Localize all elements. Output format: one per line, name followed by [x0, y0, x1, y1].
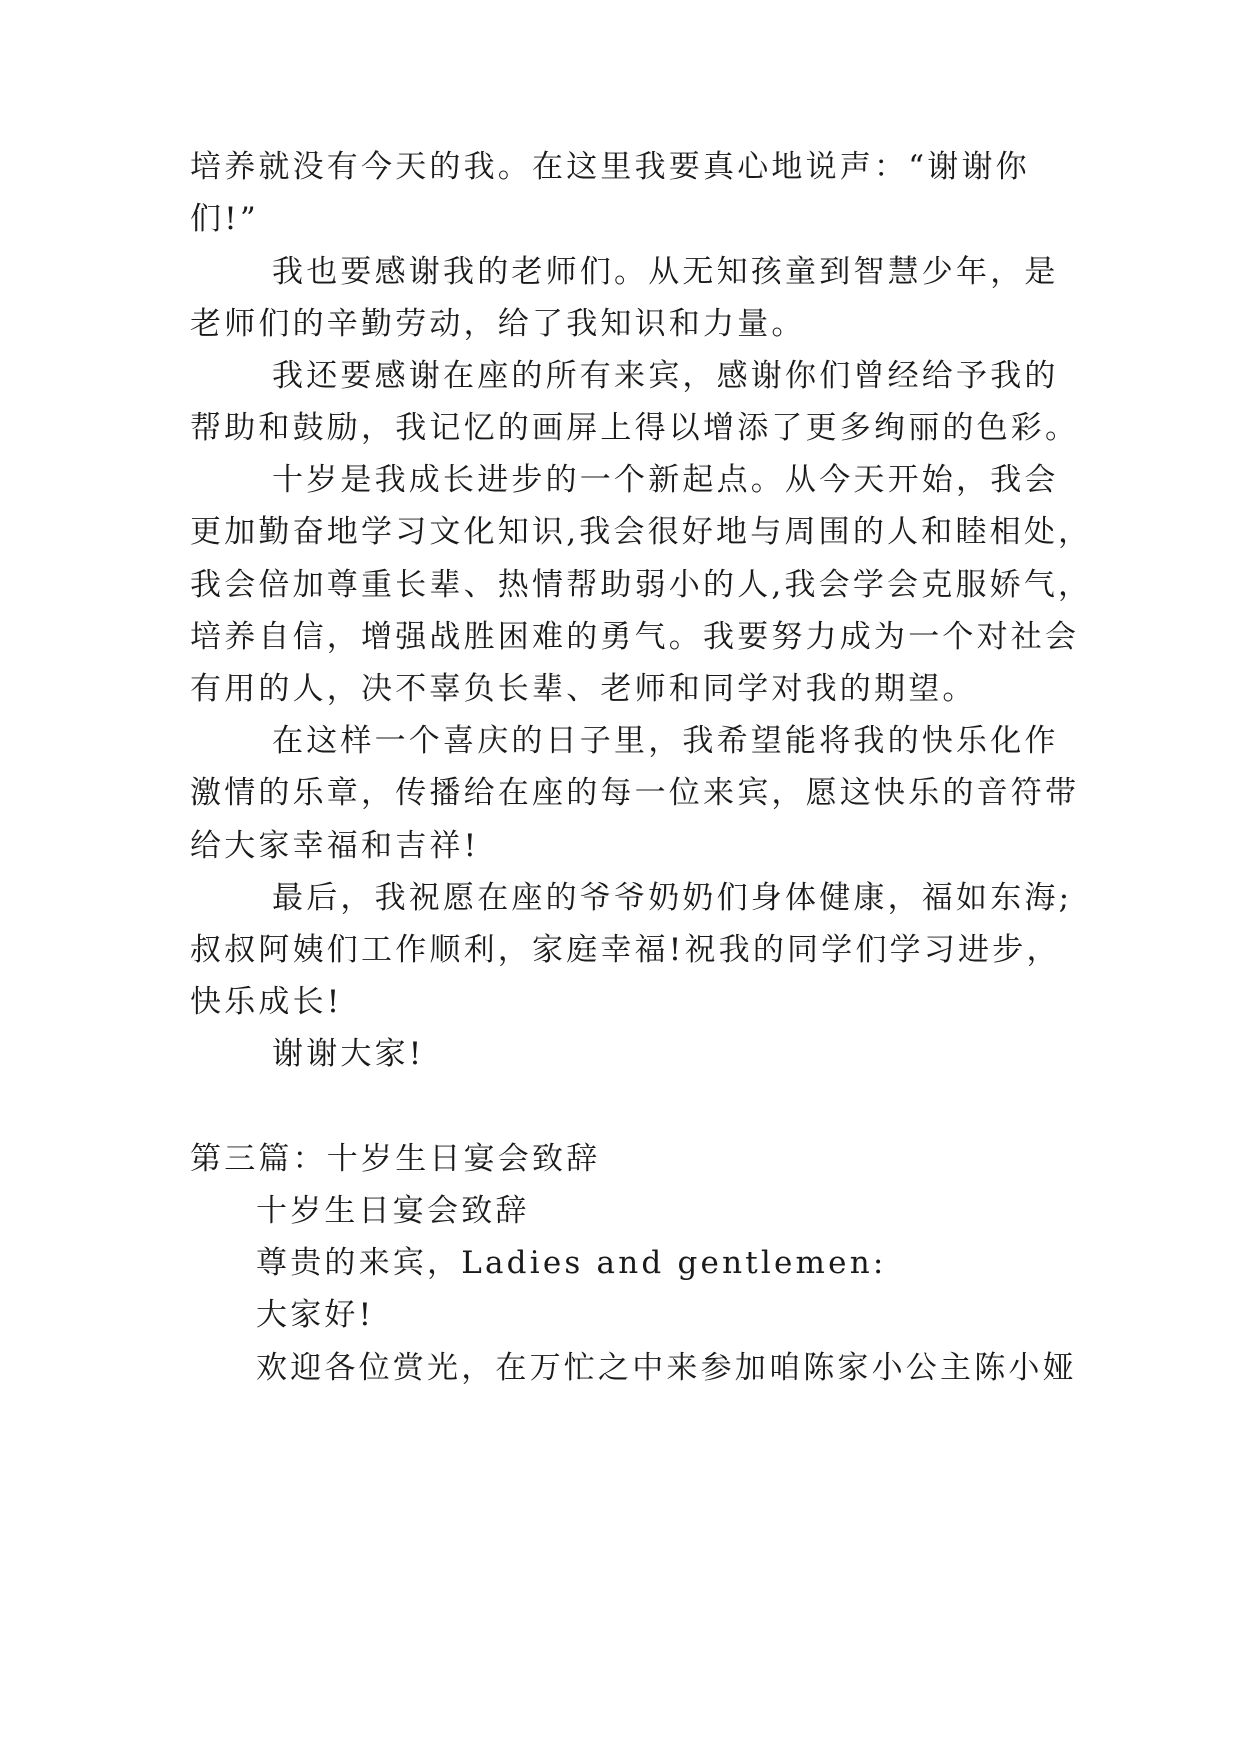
text-line: 培养自信，增强战胜困难的勇气。我要努力成为一个对社会: [190, 619, 1080, 655]
text-line: 更加勤奋地学习文化知识,我会很好地与周围的人和睦相处，: [190, 514, 1093, 550]
salutation: 尊贵的来宾，Ladies and gentlemen:: [256, 1245, 887, 1281]
text-line: 给大家幸福和吉祥!: [190, 828, 480, 864]
paragraph-start: 我也要感谢我的老师们。从无知孩童到智慧少年，是: [272, 254, 1059, 290]
text-line: 我会倍加尊重长辈、热情帮助弱小的人,我会学会克服娇气，: [190, 567, 1093, 603]
text-line: 快乐成长!: [190, 984, 343, 1020]
text-line: 们!”: [190, 201, 259, 237]
paragraph-start: 我还要感谢在座的所有来宾，感谢你们曾经给予我的: [272, 358, 1059, 394]
text-line: 欢迎各位赏光，在万忙之中来参加咱陈家小公主陈小娅: [256, 1350, 1077, 1386]
paragraph-start: 在这样一个喜庆的日子里，我希望能将我的快乐化作: [272, 723, 1059, 759]
text-line: 培养就没有今天的我。在这里我要真心地说声：“谢谢你: [190, 149, 1030, 185]
speech-title: 十岁生日宴会致辞: [256, 1193, 530, 1229]
paragraph-start: 十岁是我成长进步的一个新起点。从今天开始，我会: [272, 462, 1059, 498]
text-line: 有用的人，决不辜负长辈、老师和同学对我的期望。: [190, 671, 977, 707]
section-heading: 第三篇：十岁生日宴会致辞: [190, 1141, 601, 1177]
greeting: 大家好!: [256, 1297, 375, 1333]
paragraph-start: 最后，我祝愿在座的爷爷奶奶们身体健康，福如东海;: [272, 880, 1073, 916]
text-line: 帮助和鼓励，我记忆的画屏上得以增添了更多绚丽的色彩。: [190, 410, 1080, 446]
text-line: 老师们的辛勤劳动，给了我知识和力量。: [190, 306, 806, 342]
text-line: 叔叔阿姨们工作顺利，家庭幸福!祝我的同学们学习进步，: [190, 932, 1061, 968]
text-line: 激情的乐章，传播给在座的每一位来宾，愿这快乐的音符带: [190, 775, 1080, 811]
closing-line: 谢谢大家!: [272, 1036, 425, 1072]
